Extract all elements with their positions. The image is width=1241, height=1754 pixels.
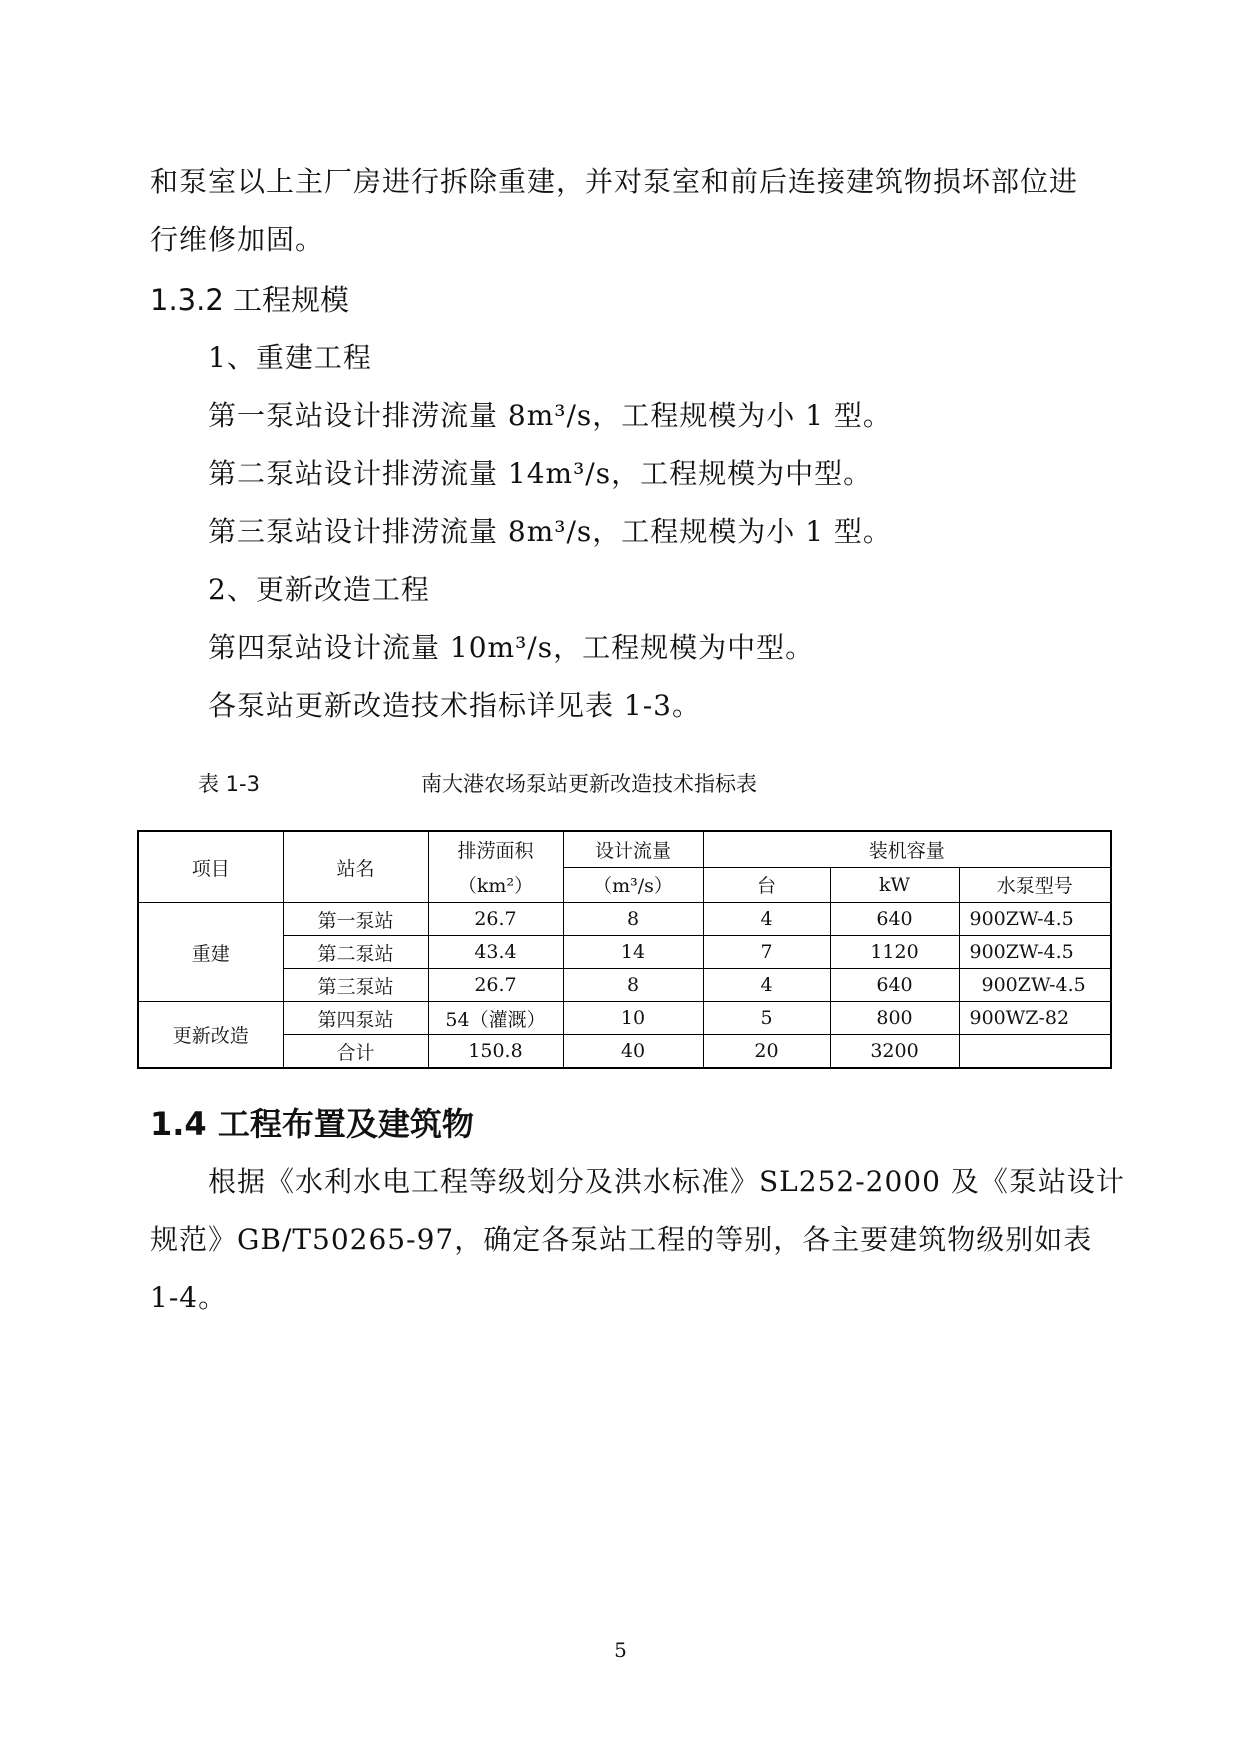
cell-model bbox=[959, 1035, 1111, 1069]
paragraph-line: 和泵室以上主厂房进行拆除重建，并对泵室和前后连接建筑物损坏部位进 bbox=[150, 165, 1079, 198]
table-row bbox=[138, 903, 1111, 936]
technical-index-table bbox=[137, 830, 1112, 1069]
page-number: 5 bbox=[614, 1638, 627, 1662]
cell-area: 26.7 bbox=[428, 903, 563, 936]
cell-units: 5 bbox=[703, 1002, 830, 1035]
cell-station: 第二泵站 bbox=[283, 936, 428, 969]
table-row bbox=[138, 969, 1111, 1002]
cell-model: 900ZW-4.5 bbox=[959, 936, 1111, 969]
cell-flow: 8 bbox=[563, 903, 703, 936]
header-flow-unit: （m³/s） bbox=[563, 867, 703, 903]
header-pump-model: 水泵型号 bbox=[959, 867, 1111, 903]
header-area-unit: （km²） bbox=[457, 875, 534, 897]
cell-station: 第四泵站 bbox=[283, 1002, 428, 1035]
cell-units: 4 bbox=[703, 969, 830, 1002]
table-row-total bbox=[138, 1035, 1111, 1069]
paragraph-line: 第四泵站设计流量 10m³/s，工程规模为中型。 bbox=[208, 631, 815, 664]
cell-model: 900ZW-4.5 bbox=[959, 969, 1111, 1002]
header-station: 站名 bbox=[283, 831, 428, 903]
paragraph-line: 第三泵站设计排涝流量 8m³/s，工程规模为小 1 型。 bbox=[208, 515, 892, 548]
table-row bbox=[138, 1002, 1111, 1035]
paragraph-line: 第二泵站设计排涝流量 14m³/s，工程规模为中型。 bbox=[208, 457, 873, 490]
cell-kw: 640 bbox=[830, 969, 959, 1002]
table-row bbox=[138, 936, 1111, 969]
paragraph-line: 各泵站更新改造技术指标详见表 1-3。 bbox=[208, 689, 701, 722]
paragraph-line: 第一泵站设计排涝流量 8m³/s，工程规模为小 1 型。 bbox=[208, 399, 892, 432]
cell-area: 26.7 bbox=[428, 969, 563, 1002]
section-heading: 1.4 工程布置及建筑物 bbox=[150, 1105, 474, 1143]
group-rebuild: 重建 bbox=[138, 903, 283, 1002]
cell-area: 150.8 bbox=[428, 1035, 563, 1069]
header-units: 台 bbox=[703, 867, 830, 903]
header-item: 项目 bbox=[138, 831, 283, 903]
cell-flow: 14 bbox=[563, 936, 703, 969]
cell-kw: 3200 bbox=[830, 1035, 959, 1069]
cell-model: 900WZ-82 bbox=[959, 1002, 1111, 1035]
list-item-title: 1、重建工程 bbox=[208, 341, 372, 374]
cell-area: 54（灌溉） bbox=[428, 1002, 563, 1035]
header-flow: 设计流量 bbox=[563, 831, 703, 867]
paragraph-line: 行维修加固。 bbox=[150, 223, 325, 256]
paragraph-line: 规范》GB/T50265-97，确定各泵站工程的等别，各主要建筑物级别如表 bbox=[150, 1223, 1093, 1256]
cell-station: 第三泵站 bbox=[283, 969, 428, 1002]
cell-flow: 10 bbox=[563, 1002, 703, 1035]
paragraph-line: 1-4。 bbox=[150, 1281, 228, 1314]
cell-units: 4 bbox=[703, 903, 830, 936]
header-area bbox=[428, 831, 563, 903]
cell-station: 合计 bbox=[283, 1035, 428, 1069]
header-area-label: 排涝面积 bbox=[457, 840, 534, 862]
cell-kw: 800 bbox=[830, 1002, 959, 1035]
cell-flow: 40 bbox=[563, 1035, 703, 1069]
cell-flow: 8 bbox=[563, 969, 703, 1002]
list-item-title: 2、更新改造工程 bbox=[208, 573, 430, 606]
header-capacity: 装机容量 bbox=[703, 831, 1111, 867]
cell-kw: 1120 bbox=[830, 936, 959, 969]
cell-kw: 640 bbox=[830, 903, 959, 936]
group-renovate: 更新改造 bbox=[138, 1002, 283, 1069]
cell-units: 20 bbox=[703, 1035, 830, 1069]
cell-area: 43.4 bbox=[428, 936, 563, 969]
cell-units: 7 bbox=[703, 936, 830, 969]
cell-station: 第一泵站 bbox=[283, 903, 428, 936]
section-heading: 1.3.2 工程规模 bbox=[150, 283, 350, 317]
table-number: 表 1-3 bbox=[198, 772, 260, 796]
table-title: 南大港农场泵站更新改造技术指标表 bbox=[421, 772, 757, 796]
header-kw: kW bbox=[830, 867, 959, 903]
cell-model: 900ZW-4.5 bbox=[959, 903, 1111, 936]
paragraph-line: 根据《水利水电工程等级划分及洪水标准》SL252-2000 及《泵站设计 bbox=[208, 1165, 1125, 1198]
